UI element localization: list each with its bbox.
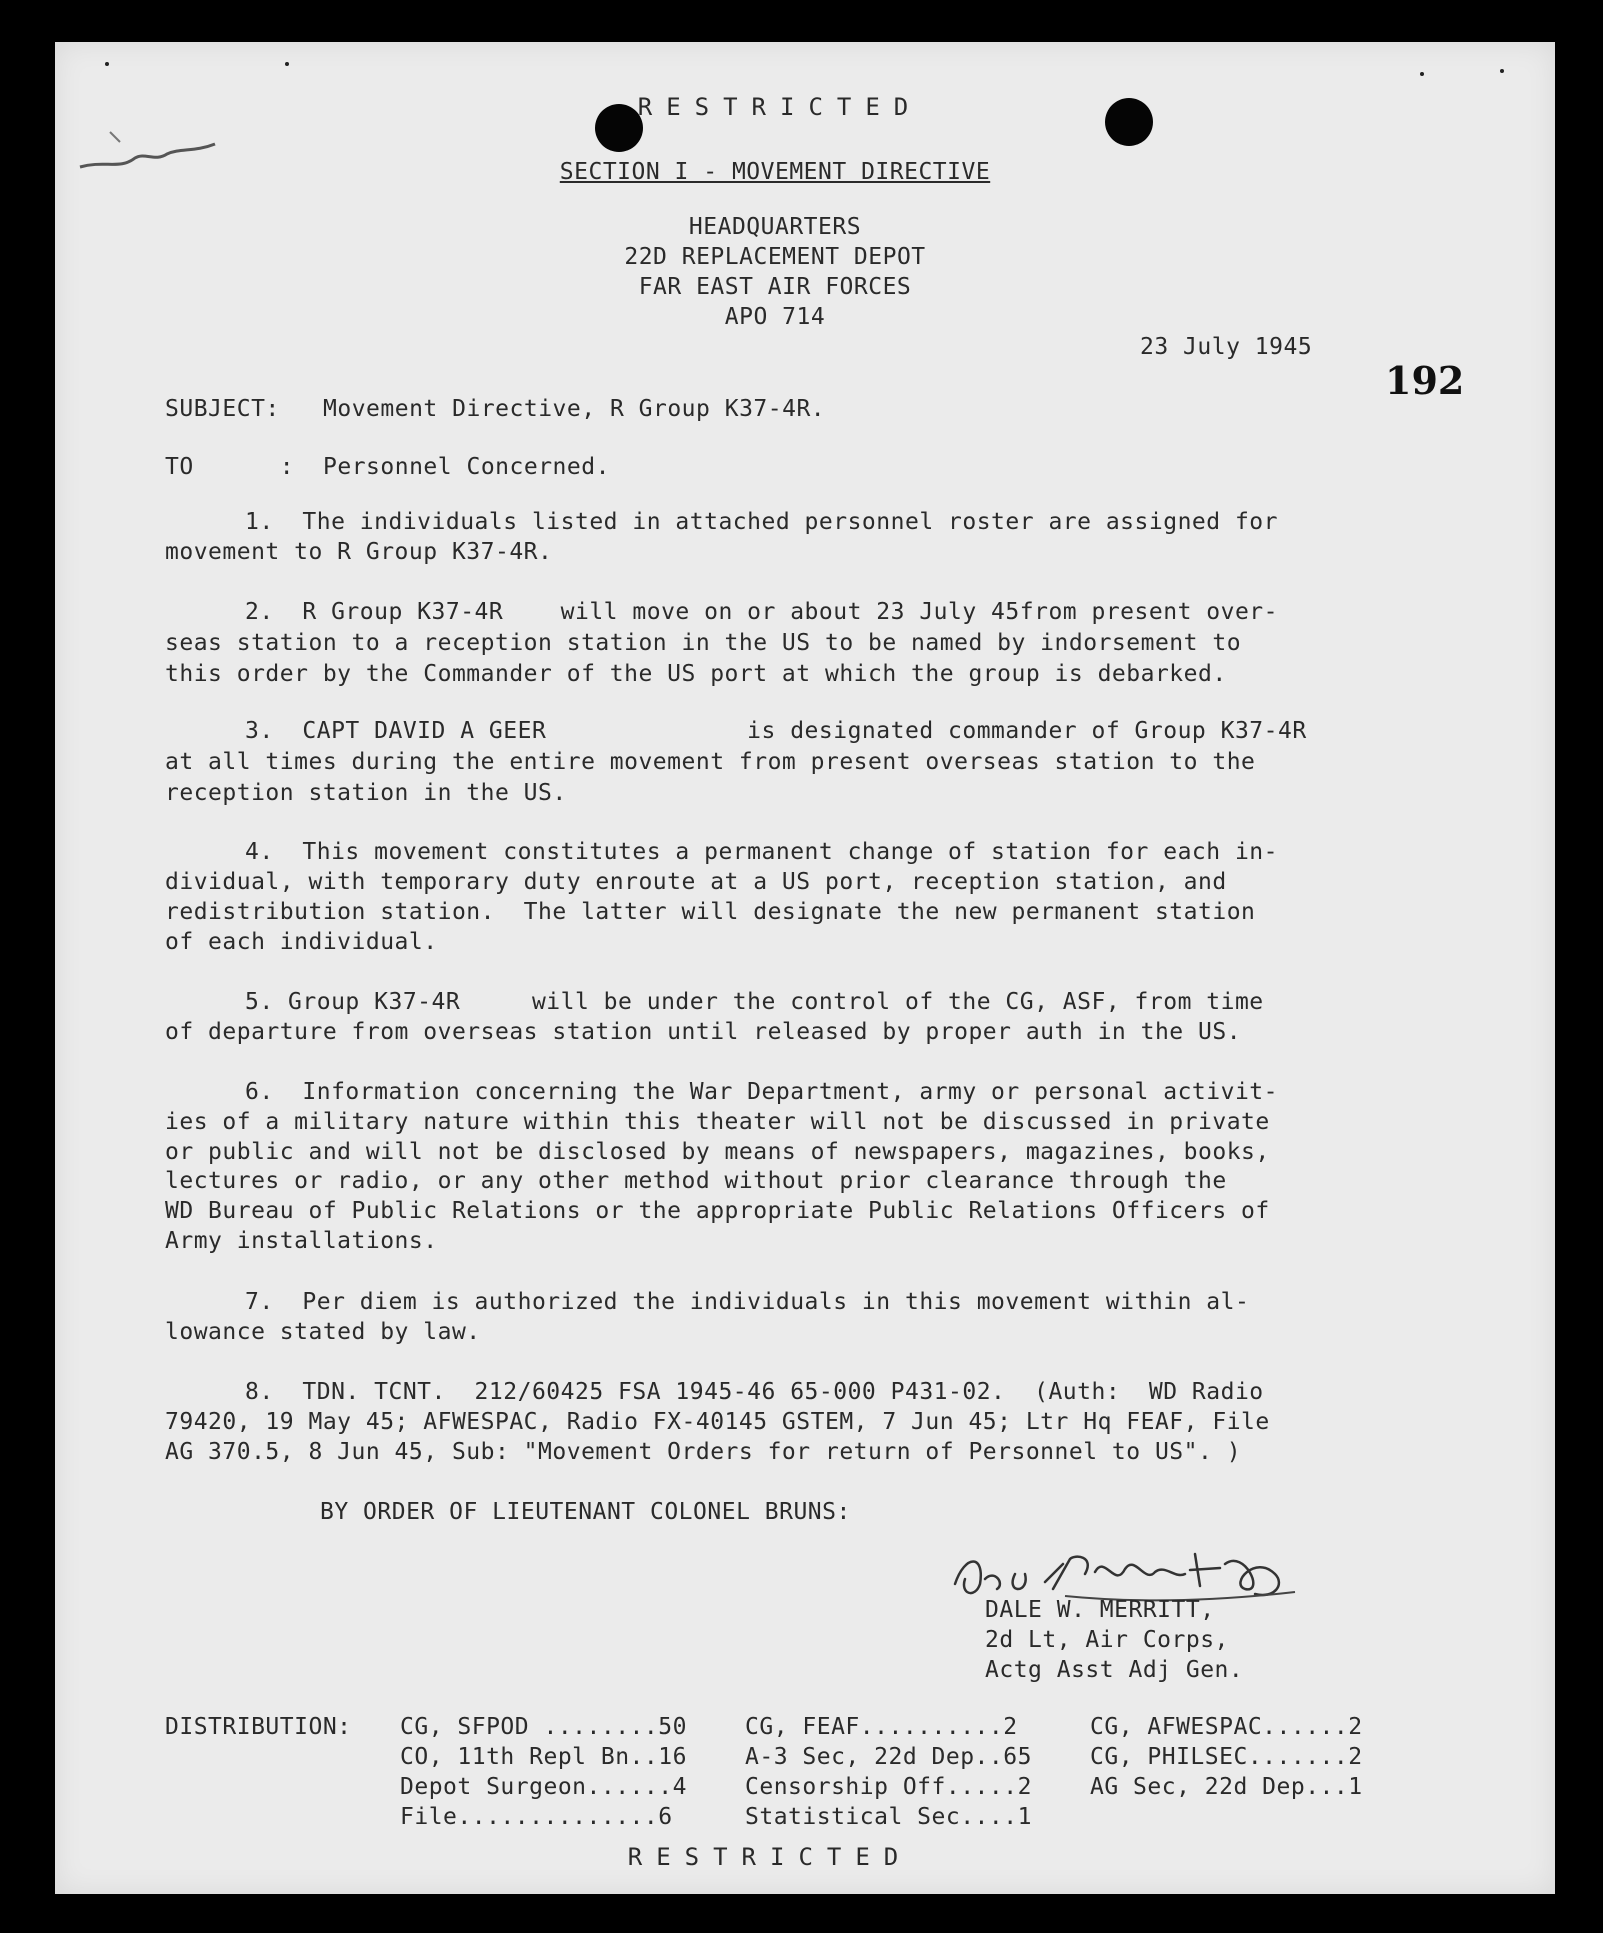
to-label: TO :: [165, 454, 295, 480]
paper-speck: [1500, 69, 1504, 73]
paragraph-line: of each individual.: [165, 929, 438, 955]
subject-text: Movement Directive, R Group K37-4R.: [323, 396, 826, 422]
paragraph-line: reception station in the US.: [165, 780, 567, 806]
paragraph-line: this order by the Commander of the US port at which the group is debarked.: [165, 661, 1227, 687]
signer-title: Actg Asst Adj Gen.: [985, 1657, 1244, 1683]
paragraph-line: 2. R Group K37-4R will move on or about 23 July 45from present over-: [245, 599, 1278, 625]
hq-line: 22D REPLACEMENT DEPOT: [624, 244, 926, 270]
paragraph-line: at all times during the entire movement from present overseas station to the: [165, 749, 1256, 775]
paragraph-line: seas station to a reception station in the US to be named by indorsement to: [165, 630, 1242, 656]
distribution-entry: CG, SFPOD ........50: [400, 1714, 687, 1740]
classification-header: RESTRICTED: [637, 93, 923, 121]
distribution-label: DISTRIBUTION:: [165, 1714, 352, 1740]
hq-line: HEADQUARTERS: [688, 214, 862, 240]
paragraph-line: 6. Information concerning the War Department, army or personal activit-: [245, 1079, 1278, 1105]
distribution-entry: Depot Surgeon......4: [400, 1774, 687, 1800]
signer-name: DALE W. MERRITT,: [985, 1597, 1215, 1623]
paragraph-line: 5. Group K37-4R will be under the control of the CG, ASF, from time: [245, 989, 1264, 1015]
subject-label: SUBJECT:: [165, 396, 280, 422]
punch-hole-right: [1105, 98, 1153, 146]
paragraph-line: redistribution station. The latter will designate the new permanent station: [165, 899, 1256, 925]
section-title: SECTION I - MOVEMENT DIRECTIVE: [559, 159, 991, 185]
distribution-entry: File..............6: [400, 1804, 673, 1830]
pencil-mark: [75, 122, 255, 172]
paper-speck: [105, 62, 109, 66]
distribution-entry: Censorship Off.....2: [745, 1774, 1032, 1800]
hq-line: FAR EAST AIR FORCES: [638, 274, 912, 300]
signer-rank: 2d Lt, Air Corps,: [985, 1627, 1229, 1653]
paper-speck: [285, 62, 289, 66]
document-page: [55, 42, 1555, 1894]
paragraph-line: 7. Per diem is authorized the individuals in this movement within al-: [245, 1289, 1250, 1315]
hq-line: APO 714: [724, 304, 826, 330]
distribution-entry: CO, 11th Repl Bn..16: [400, 1744, 687, 1770]
paragraph-line: dividual, with temporary duty enroute at a US port, reception station, and: [165, 869, 1227, 895]
paragraph-line: or public and will not be disclosed by means of newspapers, magazines, books,: [165, 1139, 1270, 1165]
paper-speck: [1420, 72, 1424, 76]
document-date: 23 July 1945: [1140, 334, 1313, 360]
paragraph-line: lectures or radio, or any other method without prior clearance through the: [165, 1168, 1227, 1194]
paragraph-line: of departure from overseas station until released by proper auth in the US.: [165, 1019, 1242, 1045]
distribution-entry: CG, PHILSEC.......2: [1090, 1744, 1363, 1770]
to-text: Personnel Concerned.: [323, 454, 610, 480]
classification-footer: RESTRICTED: [627, 1843, 913, 1871]
paragraph-line: AG 370.5, 8 Jun 45, Sub: "Movement Orders for return of Personnel to US". ): [165, 1439, 1242, 1465]
paragraph-line: 1. The individuals listed in attached personnel roster are assigned for: [245, 509, 1278, 535]
paragraph-line: 79420, 19 May 45; AFWESPAC, Radio FX-40145 GSTEM, 7 Jun 45; Ltr Hq FEAF, File: [165, 1409, 1270, 1435]
page-number: 192: [1385, 358, 1465, 403]
paragraph-line: 8. TDN. TCNT. 212/60425 FSA 1945-46 65-000 P431-02. (Auth: WD Radio: [245, 1379, 1264, 1405]
paragraph-line: 3. CAPT DAVID A GEER is designated commander of Group K37-4R: [245, 718, 1307, 744]
paragraph-line: 4. This movement constitutes a permanent change of station for each in-: [245, 839, 1278, 865]
distribution-entry: A-3 Sec, 22d Dep..65: [745, 1744, 1032, 1770]
paragraph-line: ies of a military nature within this theater will not be discussed in private: [165, 1109, 1270, 1135]
distribution-entry: AG Sec, 22d Dep...1: [1090, 1774, 1363, 1800]
by-order-line: BY ORDER OF LIEUTENANT COLONEL BRUNS:: [320, 1499, 851, 1525]
paragraph-line: lowance stated by law.: [165, 1319, 481, 1345]
paragraph-line: movement to R Group K37-4R.: [165, 539, 553, 565]
distribution-entry: CG, AFWESPAC......2: [1090, 1714, 1363, 1740]
paragraph-line: Army installations.: [165, 1228, 438, 1254]
distribution-entry: CG, FEAF..........2: [745, 1714, 1018, 1740]
distribution-entry: Statistical Sec....1: [745, 1804, 1032, 1830]
paragraph-line: WD Bureau of Public Relations or the appropriate Public Relations Officers of: [165, 1198, 1270, 1224]
